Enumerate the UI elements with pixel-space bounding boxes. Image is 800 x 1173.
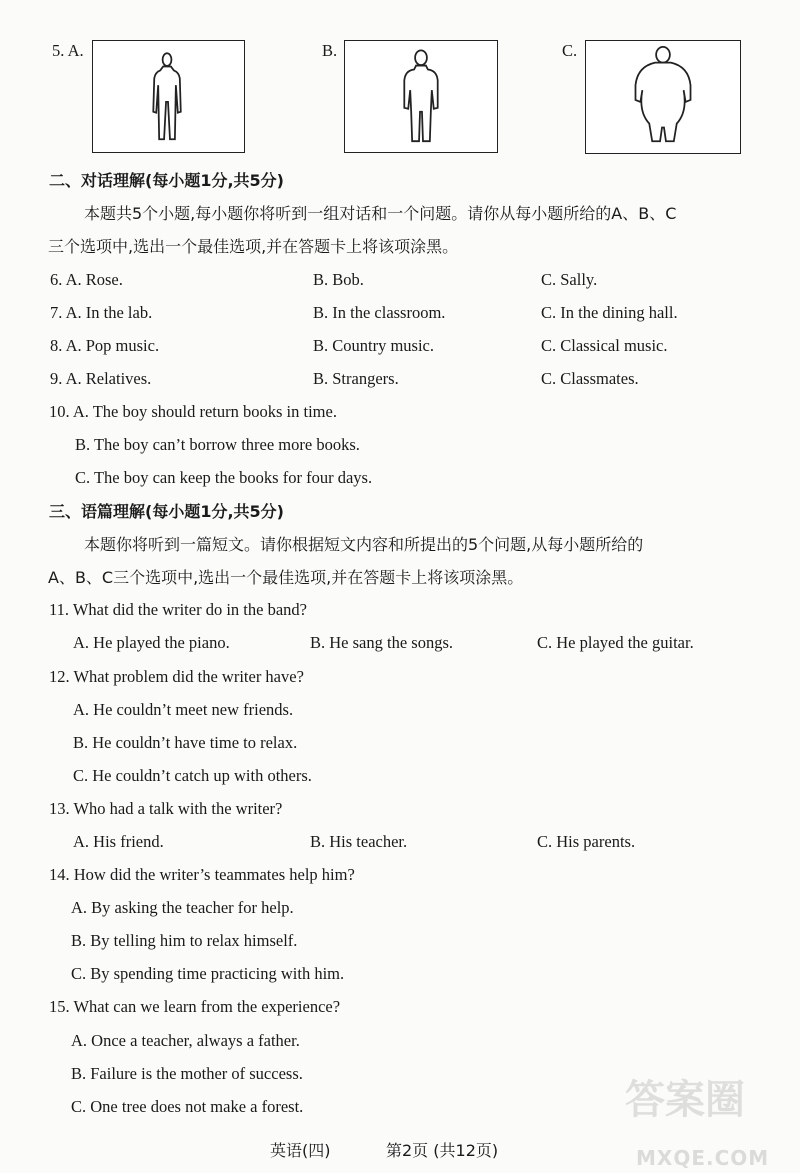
q12-option-c: C. He couldn’t catch up with others. [73, 766, 312, 785]
q13-option-a: A. His friend. [73, 832, 164, 851]
q14-question: 14. How did the writer’s teammates help him? [49, 865, 355, 884]
q13-question: 13. Who had a talk with the writer? [49, 799, 283, 818]
watermark-domain: MXQE.COM [636, 1146, 770, 1170]
average-person-icon [345, 41, 497, 152]
q9-option-b: B. Strangers. [313, 369, 399, 388]
q11-option-c: C. He played the guitar. [537, 633, 694, 652]
section2-heading: 二、对话理解(每小题1分,共5分) [49, 171, 284, 190]
q14-option-b: B. By telling him to relax himself. [71, 931, 298, 950]
q11-question: 11. What did the writer do in the band? [49, 600, 307, 619]
q5-option-b-image [344, 40, 498, 153]
watermark-logo: 答案圈 [625, 1077, 745, 1123]
q12-question: 12. What problem did the writer have? [49, 667, 304, 686]
q10-option-c: C. The boy can keep the books for four days. [75, 468, 373, 487]
q7-option-b: B. In the classroom. [313, 303, 446, 322]
q5-option-c-label: C. [562, 41, 578, 60]
thin-person-icon [93, 41, 244, 152]
section3-heading: 三、语篇理解(每小题1分,共5分) [49, 502, 284, 521]
q13-option-c: C. His parents. [537, 832, 636, 851]
q12-option-b: B. He couldn’t have time to relax. [73, 733, 298, 752]
q5-option-a-image [92, 40, 245, 153]
section3-instruction-line1: 本题你将听到一篇短文。请你根据短文内容和所提出的5个问题,从每小题所给的 [84, 535, 644, 554]
q8-option-c: C. Classical music. [541, 336, 668, 355]
q13-option-b: B. His teacher. [310, 832, 408, 851]
q5-option-c-image [585, 40, 741, 154]
q9-option-a: 9. A. Relatives. [50, 369, 152, 388]
q15-option-b: B. Failure is the mother of success. [71, 1064, 303, 1083]
q8-option-b: B. Country music. [313, 336, 435, 355]
q14-option-a: A. By asking the teacher for help. [71, 898, 294, 917]
q9-option-c: C. Classmates. [541, 369, 639, 388]
footer-page-number: 第2页 (共12页) [386, 1141, 499, 1160]
q5-option-a-label: 5. A. [52, 41, 84, 60]
section2-instruction-line1: 本题共5个小题,每小题你将听到一组对话和一个问题。请你从每小题所给的A、B、C [84, 204, 677, 223]
footer-subject: 英语(四) [270, 1141, 331, 1160]
q15-question: 15. What can we learn from the experience? [49, 997, 341, 1016]
q10-option-a: 10. A. The boy should return books in time. [49, 402, 337, 421]
q5-option-b-label: B. [322, 41, 338, 60]
q6-option-b: B. Bob. [313, 270, 364, 289]
q6-option-c: C. Sally. [541, 270, 598, 289]
q7-option-c: C. In the dining hall. [541, 303, 678, 322]
q14-option-c: C. By spending time practicing with him. [71, 964, 345, 983]
q7-option-a: 7. A. In the lab. [50, 303, 153, 322]
q15-option-c: C. One tree does not make a forest. [71, 1097, 304, 1116]
q6-option-a: 6. A. Rose. [50, 270, 123, 289]
q8-option-a: 8. A. Pop music. [50, 336, 160, 355]
overweight-person-icon [586, 41, 740, 153]
q11-option-b: B. He sang the songs. [310, 633, 453, 652]
q10-option-b: B. The boy can’t borrow three more books. [75, 435, 360, 454]
q11-option-a: A. He played the piano. [73, 633, 230, 652]
q15-option-a: A. Once a teacher, always a father. [71, 1031, 300, 1050]
q12-option-a: A. He couldn’t meet new friends. [73, 700, 294, 719]
section3-instruction-line2: A、B、C三个选项中,选出一个最佳选项,并在答题卡上将该项涂黑。 [48, 568, 524, 587]
section2-instruction-line2: 三个选项中,选出一个最佳选项,并在答题卡上将该项涂黑。 [48, 237, 459, 256]
